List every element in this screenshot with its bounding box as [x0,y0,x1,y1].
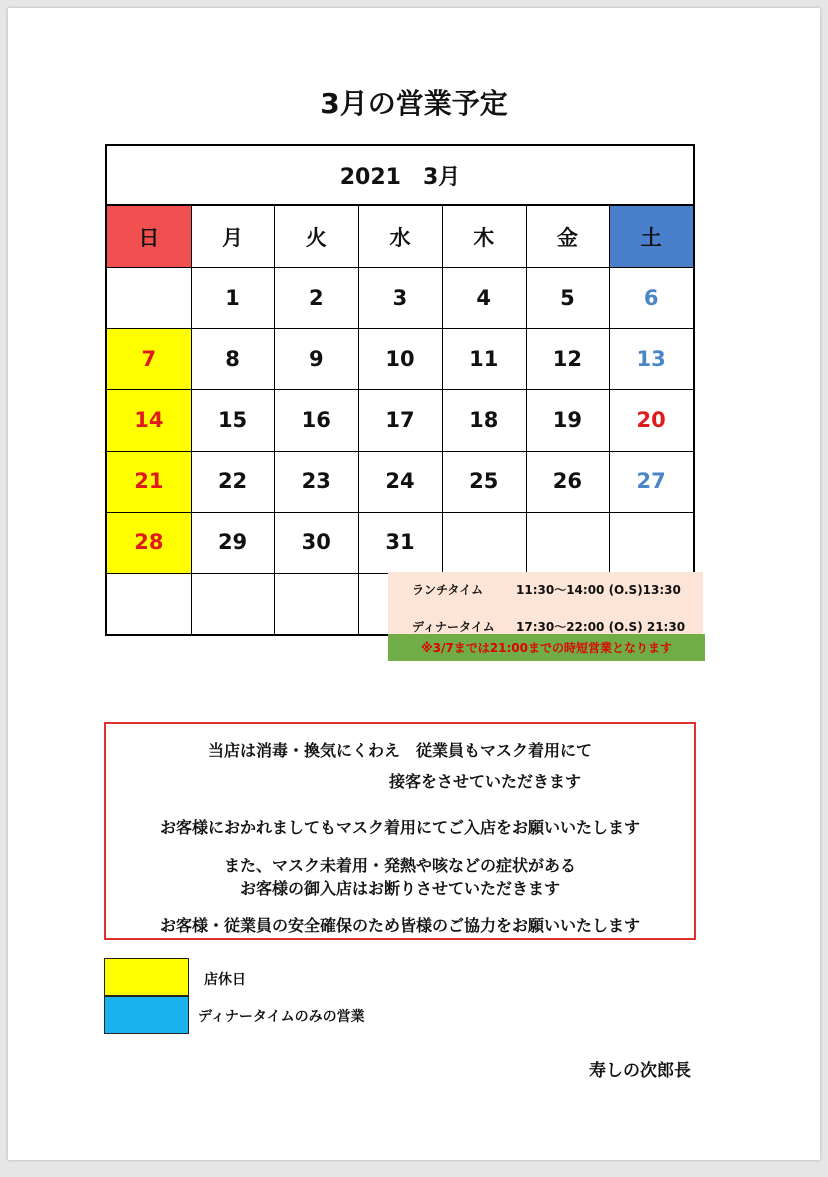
day-cell: 12 [552,346,583,371]
day-cell: 1 [225,285,240,310]
lunch-label: ランチタイム [412,583,484,597]
business-hours-box [388,572,703,634]
day-cell: 28 [107,512,191,573]
day-cell: 9 [308,346,324,371]
grid-line [609,206,610,634]
day-cell: 11 [469,346,499,371]
day-cell: 8 [225,346,240,371]
dinner-label: ディナータイム [412,620,495,634]
day-cell: 7 [107,328,191,389]
day-cell [442,512,526,573]
day-cell: 23 [301,469,331,494]
lunch-hours [412,581,681,598]
day-cell: 5 [560,285,575,310]
day-cell [107,573,191,634]
day-cell: 29 [217,530,248,555]
grid-line [191,206,192,634]
day-cell: 10 [385,346,415,371]
grid-line [107,451,693,452]
day-cell: 31 [385,530,415,555]
day-cell: 4 [476,285,491,310]
grid-line [107,267,693,268]
page-title: 3月の営業予定 [320,87,508,120]
grid-line [274,206,275,634]
day-cell [526,512,610,573]
day-cell: 16 [301,407,331,432]
day-cell [609,512,693,573]
legend-closed-swatch [104,958,189,996]
notice-line-4: また、マスク未着用・発熱や咳などの症状がある [223,856,576,875]
day-cell [107,267,191,328]
grid-line [107,389,693,390]
day-cell: 24 [385,469,415,494]
grid-line [442,206,443,634]
dinner-time: 17:30～22:00 (O.S) 21:30 [516,620,686,634]
notice-line-2: 接客をさせていただきます [388,772,581,791]
weekday-header: 火 [305,225,327,250]
weekday-header: 月 [222,225,244,250]
day-cell: 25 [469,469,499,494]
legend-closed-label: 店休日 [204,972,246,988]
day-cell [274,573,358,634]
legend-dinner-only-label: ディナータイムのみの営業 [198,1009,365,1025]
legend-dinner-only-swatch [104,996,189,1034]
day-cell: 30 [301,530,331,555]
day-cell: 20 [636,407,666,432]
day-cell: 27 [636,469,666,494]
notice-line-3: お客様におかれましてもマスク着用にてご入店をお願いいたします [159,818,640,837]
day-cell [191,573,275,634]
notice-line-6: お客様・従業員の安全確保のため皆様のご協力をお願いいたします [159,916,640,935]
day-cell: 13 [636,346,666,371]
grid-line [526,206,527,634]
day-cell: 26 [552,469,583,494]
day-cell: 15 [217,407,248,432]
weekday-header: 木 [473,225,495,250]
day-cell: 2 [308,285,324,310]
weekday-header: 土 [609,206,693,267]
day-cell: 21 [107,451,191,512]
day-cell: 22 [217,469,248,494]
notice-line-1: 当店は消毒・換気にくわえ 従業員もマスク着用にて [207,741,592,760]
shortened-hours-note: ※3/7までは21:00までの時短営業となります [388,634,705,661]
notice-line-5: お客様の御入店はお断りさせていただきます [239,879,560,898]
day-cell: 18 [469,407,499,432]
day-cell: 17 [385,407,415,432]
calendar-month-header: 2021 3月 [107,146,693,206]
weekday-header: 金 [556,225,578,250]
weekday-header: 水 [389,225,411,250]
calendar [105,144,695,636]
day-cell: 3 [392,285,408,310]
day-cell: 6 [643,285,659,310]
day-cell: 19 [552,407,583,432]
grid-line [358,206,359,634]
covid-notice-box [104,722,696,940]
dinner-hours [412,618,685,635]
weekday-header: 日 [107,206,191,267]
day-cell: 14 [107,389,191,450]
shop-signature: 寿しの次郎長 [589,1061,691,1081]
grid-line [107,512,693,513]
grid-line [107,328,693,329]
lunch-time: 11:30～14:00 (O.S)13:30 [516,583,681,597]
